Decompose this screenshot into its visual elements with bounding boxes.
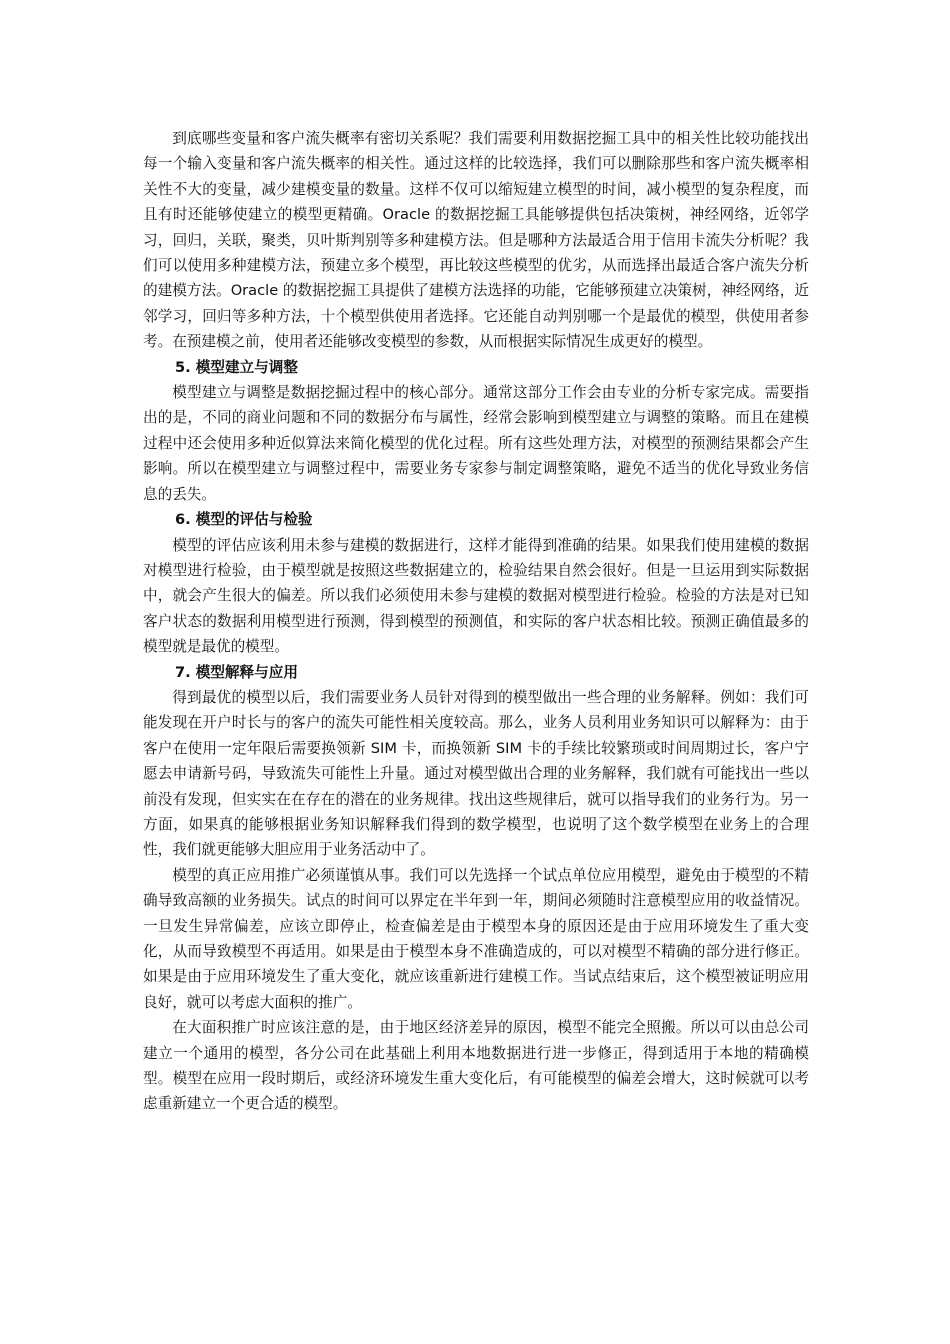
paragraph-model-adaptation: 在大面积推广时应该注意的是，由于地区经济差异的原因，模型不能完全照搬。所以可以由总公司建立一个通用的模型，各分公司在此基础上利用本地数据进行进一步修正，得到适用于本地的精确模型。模型在应用一段时期后，或经济环境发生重大变化后，有可能模型的偏差会增大，这时候就可以考虑重新建立一个更合适的模型。	[143, 1019, 809, 1113]
paragraph-variable-selection: 到底哪些变量和客户流失概率有密切关系呢？我们需要利用数据挖掘工具中的相关性比较功能找出每一个输入变量和客户流失概率的相关性。通过这样的比较选择，我们可以删除那些和客户流失概率相关性不大的变量，减少建模变量的数量。这样不仅可以缩短建立模型的时间，减小模型的复杂程度，而且有时还能够使建立的模型更精确。Oracle 的数据挖掘工具能够提供包括决策树，神经网络，近邻学习，回归，关联，聚类，贝叶斯判别等多种建模方法。但是哪种方法最适合用于信用卡流失分析呢？我们可以使用多种建模方法，预建立多个模型，再比较这些模型的优劣，从而选择出最适合客户流失分析的建模方法。Oracle 的数据挖掘工具提供了建模方法选择的功能，它能够预建立决策树，神经网络，近邻学习，回归等多种方法，十个模型供使用者选择。它还能自动判别哪一个是最优的模型，供使用者参考。在预建模之前，使用者还能够改变模型的参数，从而根据实际情况生成更好的模型。	[143, 130, 809, 351]
paragraph-model-rollout: 模型的真正应用推广必须谨慎从事。我们可以先选择一个试点单位应用模型，避免由于模型的不精确导致高额的业务损失。试点的时间可以界定在半年到一年，期间必须随时注意模型应用的收益情况。一旦发生异常偏差，应该立即停止，检查偏差是由于模型本身的原因还是由于应用环境发生了重大变化，从而导致模型不再适用。如果是由于模型本身不准确造成的，可以对模型不精确的部分进行修正。如果是由于应用环境发生了重大变化，就应该重新进行建模工作。当试点结束后，这个模型被证明应用良好，就可以考虑大面积的推广。	[143, 866, 809, 1011]
paragraph-model-building: 模型建立与调整是数据挖掘过程中的核心部分。通常这部分工作会由专业的分析专家完成。需要指出的是，不同的商业问题和不同的数据分布与属性，经常会影响到模型建立与调整的策略。而且在建模过程中还会使用多种近似算法来简化模型的优化过程。所有这些处理方法，对模型的预测结果都会产生影响。所以在模型建立与调整过程中，需要业务专家参与制定调整策略，避免不适当的优化导致业务信息的丢失。	[143, 384, 809, 503]
paragraph-model-evaluation: 模型的评估应该利用未参与建模的数据进行，这样才能得到准确的结果。如果我们使用建模的数据对模型进行检验，由于模型就是按照这些数据建立的，检验结果自然会很好。但是一旦运用到实际数据中，就会产生很大的偏差。所以我们必须使用未参与建模的数据对模型进行检验。检验的方法是对已知客户状态的数据利用模型进行预测，得到模型的预测值，和实际的客户状态相比较。预测正确值最多的模型就是最优的模型。	[143, 536, 809, 656]
paragraph-model-interpretation: 得到最优的模型以后，我们需要业务人员针对得到的模型做出一些合理的业务解释。例如：我们可能发现在开户时长与的客户的流失可能性相关度较高。那么，业务人员利用业务知识可以解释为：由于客户在使用一定年限后需要换领新 SIM 卡，而换领新 SIM 卡的手续比较繁琐或时间周期过长，客户宁愿去申请新号码，导致流失可能性上升量。通过对模型做出合理的业务解释，我们就有可能找出一些以前没有发现，但实实在在存在的潜在的业务规律。找出这些规律后，就可以指导我们的业务行为。另一方面，如果真的能够根据业务知识解释我们得到的数学模型，也说明了这个数学模型在业务上的合理性，我们就更能够大胆应用于业务活动中了。	[143, 688, 809, 859]
section-heading-model-application: 7. 模型解释与应用	[175, 663, 298, 681]
section-heading-model-building: 5. 模型建立与调整	[175, 358, 298, 376]
document-page	[143, 126, 809, 1117]
section-heading-model-evaluation: 6. 模型的评估与检验	[175, 511, 313, 529]
